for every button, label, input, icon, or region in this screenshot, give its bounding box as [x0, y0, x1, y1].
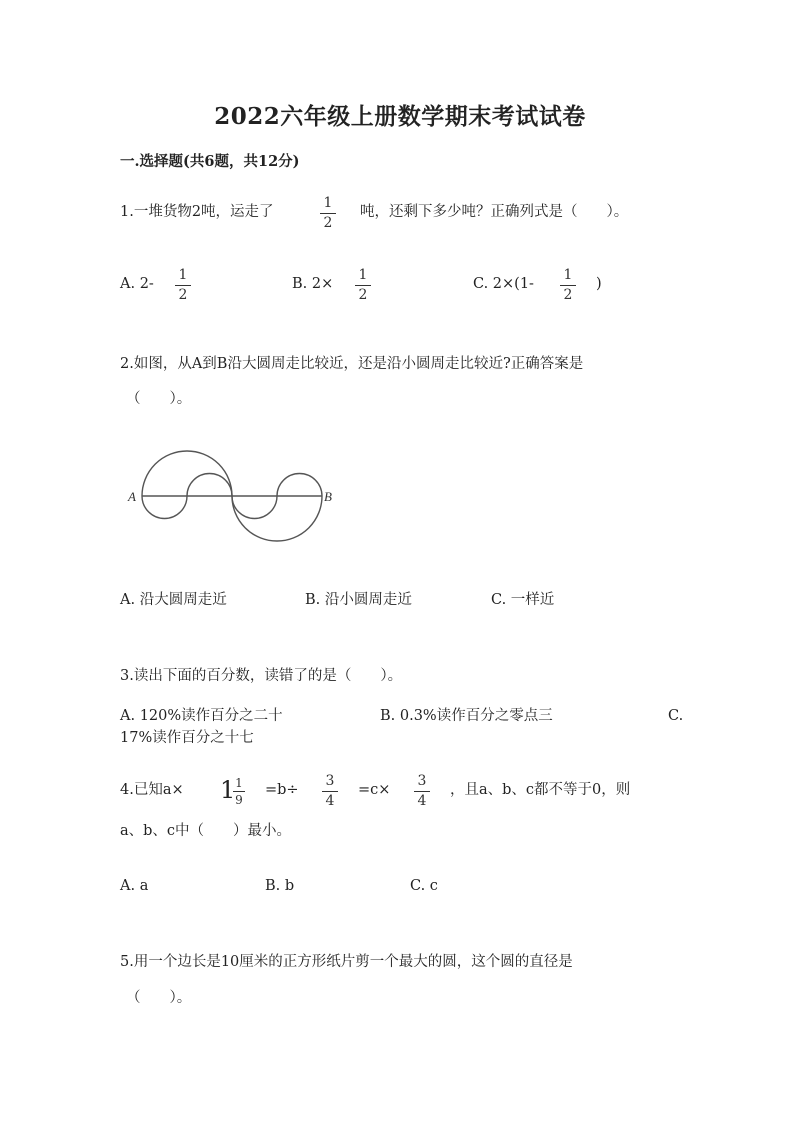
- fraction-bar: [560, 285, 576, 286]
- q4-stem-part-a: 4.已知a×: [120, 782, 184, 798]
- q1-option-c-label: C. 2×(1-: [473, 276, 534, 292]
- q3-option-b: B. 0.3%读作百分之零点三: [380, 708, 553, 724]
- q4-option-a: A. a: [120, 878, 149, 894]
- fraction-numerator: 1: [323, 195, 333, 211]
- fraction-denominator: 4: [417, 793, 427, 809]
- fraction-bar: [355, 285, 371, 286]
- q3-option-a: A. 120%读作百分之二十: [120, 708, 283, 724]
- section-heading: 一.选择题(共6题，共12分): [120, 153, 300, 170]
- q4-mixed-whole: 1: [220, 776, 236, 804]
- fraction-denominator: 9: [235, 793, 243, 807]
- fraction-bar: [175, 285, 191, 286]
- q1-stem-part-b: 吨，还剩下多少吨？正确列式是（ ）。: [360, 204, 629, 220]
- q5-stem-line2: （ ）。: [126, 990, 192, 1006]
- fraction-bar: [320, 213, 336, 214]
- fraction-denominator: 2: [323, 215, 333, 231]
- q4-option-b: B. b: [265, 878, 295, 894]
- q4-stem-part-b: =b÷: [265, 782, 299, 798]
- q5-stem-line1: 5.用一个边长是10厘米的正方形纸片剪一个最大的圆，这个圆的直径是: [120, 954, 573, 970]
- figure-label-a: A: [128, 489, 136, 504]
- fraction-denominator: 2: [178, 287, 188, 303]
- q3-stem: 3.读出下面的百分数，读错了的是（ ）。: [120, 668, 403, 684]
- fraction-numerator: 1: [563, 267, 573, 283]
- q4-mixed-fraction: [231, 776, 247, 807]
- fraction-bar: [414, 791, 430, 792]
- fraction-numerator: 1: [358, 267, 368, 283]
- q2-stem-line1: 2.如图，从A到B沿大圆周走比较近，还是沿小圆周走比较近?正确答案是: [120, 356, 584, 372]
- q4-fraction-1: [320, 773, 340, 810]
- q4-fraction-2: [412, 773, 432, 810]
- page-title: 2022六年级上册数学期末考试试卷: [214, 103, 586, 130]
- q2-stem-line2: （ ）。: [126, 391, 192, 407]
- q2-option-a: A. 沿大圆周走近: [120, 592, 227, 608]
- fraction-numerator: 1: [178, 267, 188, 283]
- fraction-numerator: 1: [235, 776, 243, 790]
- q4-stem-part-d: ，且a、b、c都不等于0，则: [450, 782, 631, 798]
- q1-option-c-fraction: [558, 267, 578, 304]
- q4-option-c: C. c: [410, 878, 438, 894]
- q1-option-c-tail: ): [596, 276, 602, 292]
- q1-option-a-fraction: [173, 267, 193, 304]
- q2-option-b: B. 沿小圆周走近: [305, 592, 412, 608]
- q1-stem-fraction: [318, 195, 338, 232]
- fraction-numerator: 3: [417, 773, 427, 789]
- fraction-bar: [233, 791, 245, 792]
- figure-label-b: B: [324, 489, 332, 504]
- q1-option-b-label: B. 2×: [292, 276, 334, 292]
- q4-stem-part-c: =c×: [358, 782, 391, 798]
- q4-stem-line2: a、b、c中（ ）最小。: [120, 823, 292, 839]
- q2-circle-path-figure: [120, 440, 350, 550]
- q1-stem-part-a: 1.一堆货物2吨，运走了: [120, 204, 274, 220]
- fraction-numerator: 3: [325, 773, 335, 789]
- q3-option-c: C.: [668, 708, 684, 724]
- q1-option-a-label: A. 2-: [120, 276, 154, 292]
- fraction-denominator: 2: [563, 287, 573, 303]
- q2-option-c: C. 一样近: [491, 592, 555, 608]
- q1-option-b-fraction: [353, 267, 373, 304]
- q3-option-c-wrap: 17%读作百分之十七: [120, 730, 254, 746]
- fraction-denominator: 4: [325, 793, 335, 809]
- fraction-bar: [322, 791, 338, 792]
- fraction-denominator: 2: [358, 287, 368, 303]
